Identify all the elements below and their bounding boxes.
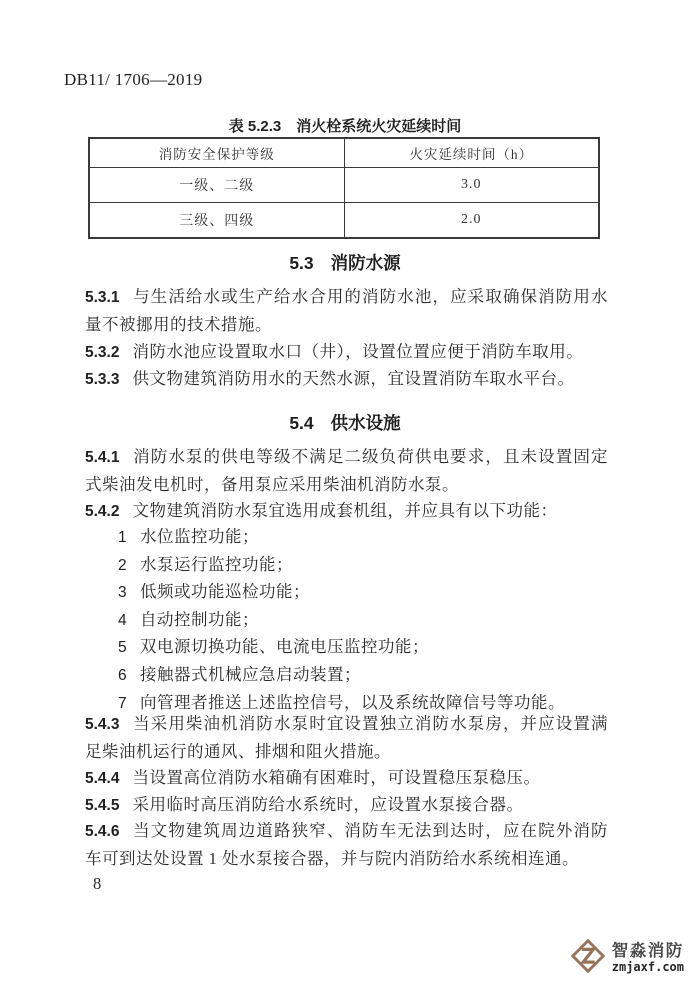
list-item [85,607,608,635]
list-item-number: 7 [118,694,127,712]
section-title: 消防水源 [330,253,401,273]
table-row [89,203,599,239]
clause-number: 5.4.6 [85,823,120,840]
watermark [569,937,684,980]
clause-5-3-2 [85,338,608,366]
clause-5-4-6 [85,817,608,873]
section-heading-5-4 [0,410,690,435]
clause-number: 5.3.1 [85,289,120,306]
clause-text: 当设置高位消防水箱确有困难时，可设置稳压泵稳压。 [132,768,541,787]
list-item-number: 3 [118,584,127,602]
table-cell-level: 一级、二级 [89,168,344,203]
table-header-protection-level: 消防安全保护等级 [89,138,344,168]
clause-5-4-3 [85,710,608,766]
pump-function-list [85,524,608,717]
list-item [85,524,608,552]
list-item-text: 低频或功能巡检功能； [140,582,310,602]
list-item-text: 水泵运行监控功能； [140,554,293,574]
clause-text: 消防水池应设置取水口（井），设置位置应便于消防车取用。 [132,342,584,361]
list-item-number: 4 [118,611,127,629]
clause-text: 当文物建筑周边道路狭窄、消防车无法到达时，应在院外消防车可到达处设置 1 处水泵接合器，并与院内消防给水系统相连通。 [85,821,608,869]
clause-number: 5.4.1 [85,449,120,466]
table-cell-duration: 3.0 [344,168,599,203]
doc-number: DB11/ 1706—2019 [64,70,203,89]
clause-number: 5.4.3 [85,716,120,733]
watermark-domain: zmjaxf.com [611,960,684,975]
clause-number: 5.4.4 [85,770,120,787]
clause-text: 供文物建筑消防用水的天然水源，宜设置消防车取水平台。 [132,369,575,388]
table-cell-duration: 2.0 [344,203,599,239]
list-item-text: 双电源切换功能、电流电压监控功能； [140,637,429,657]
list-item [85,634,608,662]
list-item-text: 自动控制功能； [140,609,259,629]
section-number: 5.3 [289,253,314,273]
list-item-number: 2 [118,556,127,574]
clause-number: 5.3.3 [85,371,120,388]
list-item-number: 6 [118,666,127,684]
section-heading-5-3 [0,250,690,275]
list-item [85,662,608,690]
watermark-brand: 智淼消防 [611,942,684,961]
brand-logo-icon [569,937,607,980]
fire-duration-table [88,137,600,239]
clause-5-4-4 [85,764,608,792]
table-header-row [89,138,599,168]
list-item-text: 接触器式机械应急启动装置； [140,664,361,684]
list-item [85,579,608,607]
clause-text: 与生活给水或生产给水合用的消防水池，应采取确保消防用水量不被挪用的技术措施。 [85,287,608,335]
clause-5-4-1 [85,443,608,499]
table-cell-level: 三级、四级 [89,203,344,239]
clause-number: 5.4.2 [85,503,120,520]
page-number: 8 [93,874,102,893]
clause-text: 消防水泵的供电等级不满足二级负荷供电要求，且未设置固定式柴油发电机时，备用泵应采用柴油机消防水泵。 [85,447,608,495]
list-item-number: 1 [118,529,127,546]
section-number: 5.4 [289,413,314,433]
list-item-text: 向管理者推送上述监控信号，以及系统故障信号等功能。 [140,692,565,712]
clause-5-3-3 [85,365,608,393]
table-row [89,168,599,203]
section-title: 供水设施 [330,413,401,433]
clause-text: 文物建筑消防水泵宜选用成套机组，并应具有以下功能： [132,501,558,520]
clause-5-4-5 [85,791,608,819]
clause-5-4-2 [85,497,608,525]
clause-text: 采用临时高压消防给水系统时，应设置水泵接合器。 [132,795,524,814]
table-header-fire-duration: 火灾延续时间（h） [344,138,599,168]
table-title: 表 5.2.3 消火栓系统火灾延续时间 [228,118,462,135]
list-item-number: 5 [118,639,127,657]
list-item [85,552,608,580]
clause-text: 当采用柴油机消防水泵时宜设置独立消防水泵房，并应设置满足柴油机运行的通风、排烟和阻火措施。 [85,714,608,762]
clause-5-3-1 [85,283,608,339]
list-item-text: 水位监控功能； [140,527,259,546]
clause-number: 5.4.5 [85,797,120,814]
clause-number: 5.3.2 [85,344,120,361]
